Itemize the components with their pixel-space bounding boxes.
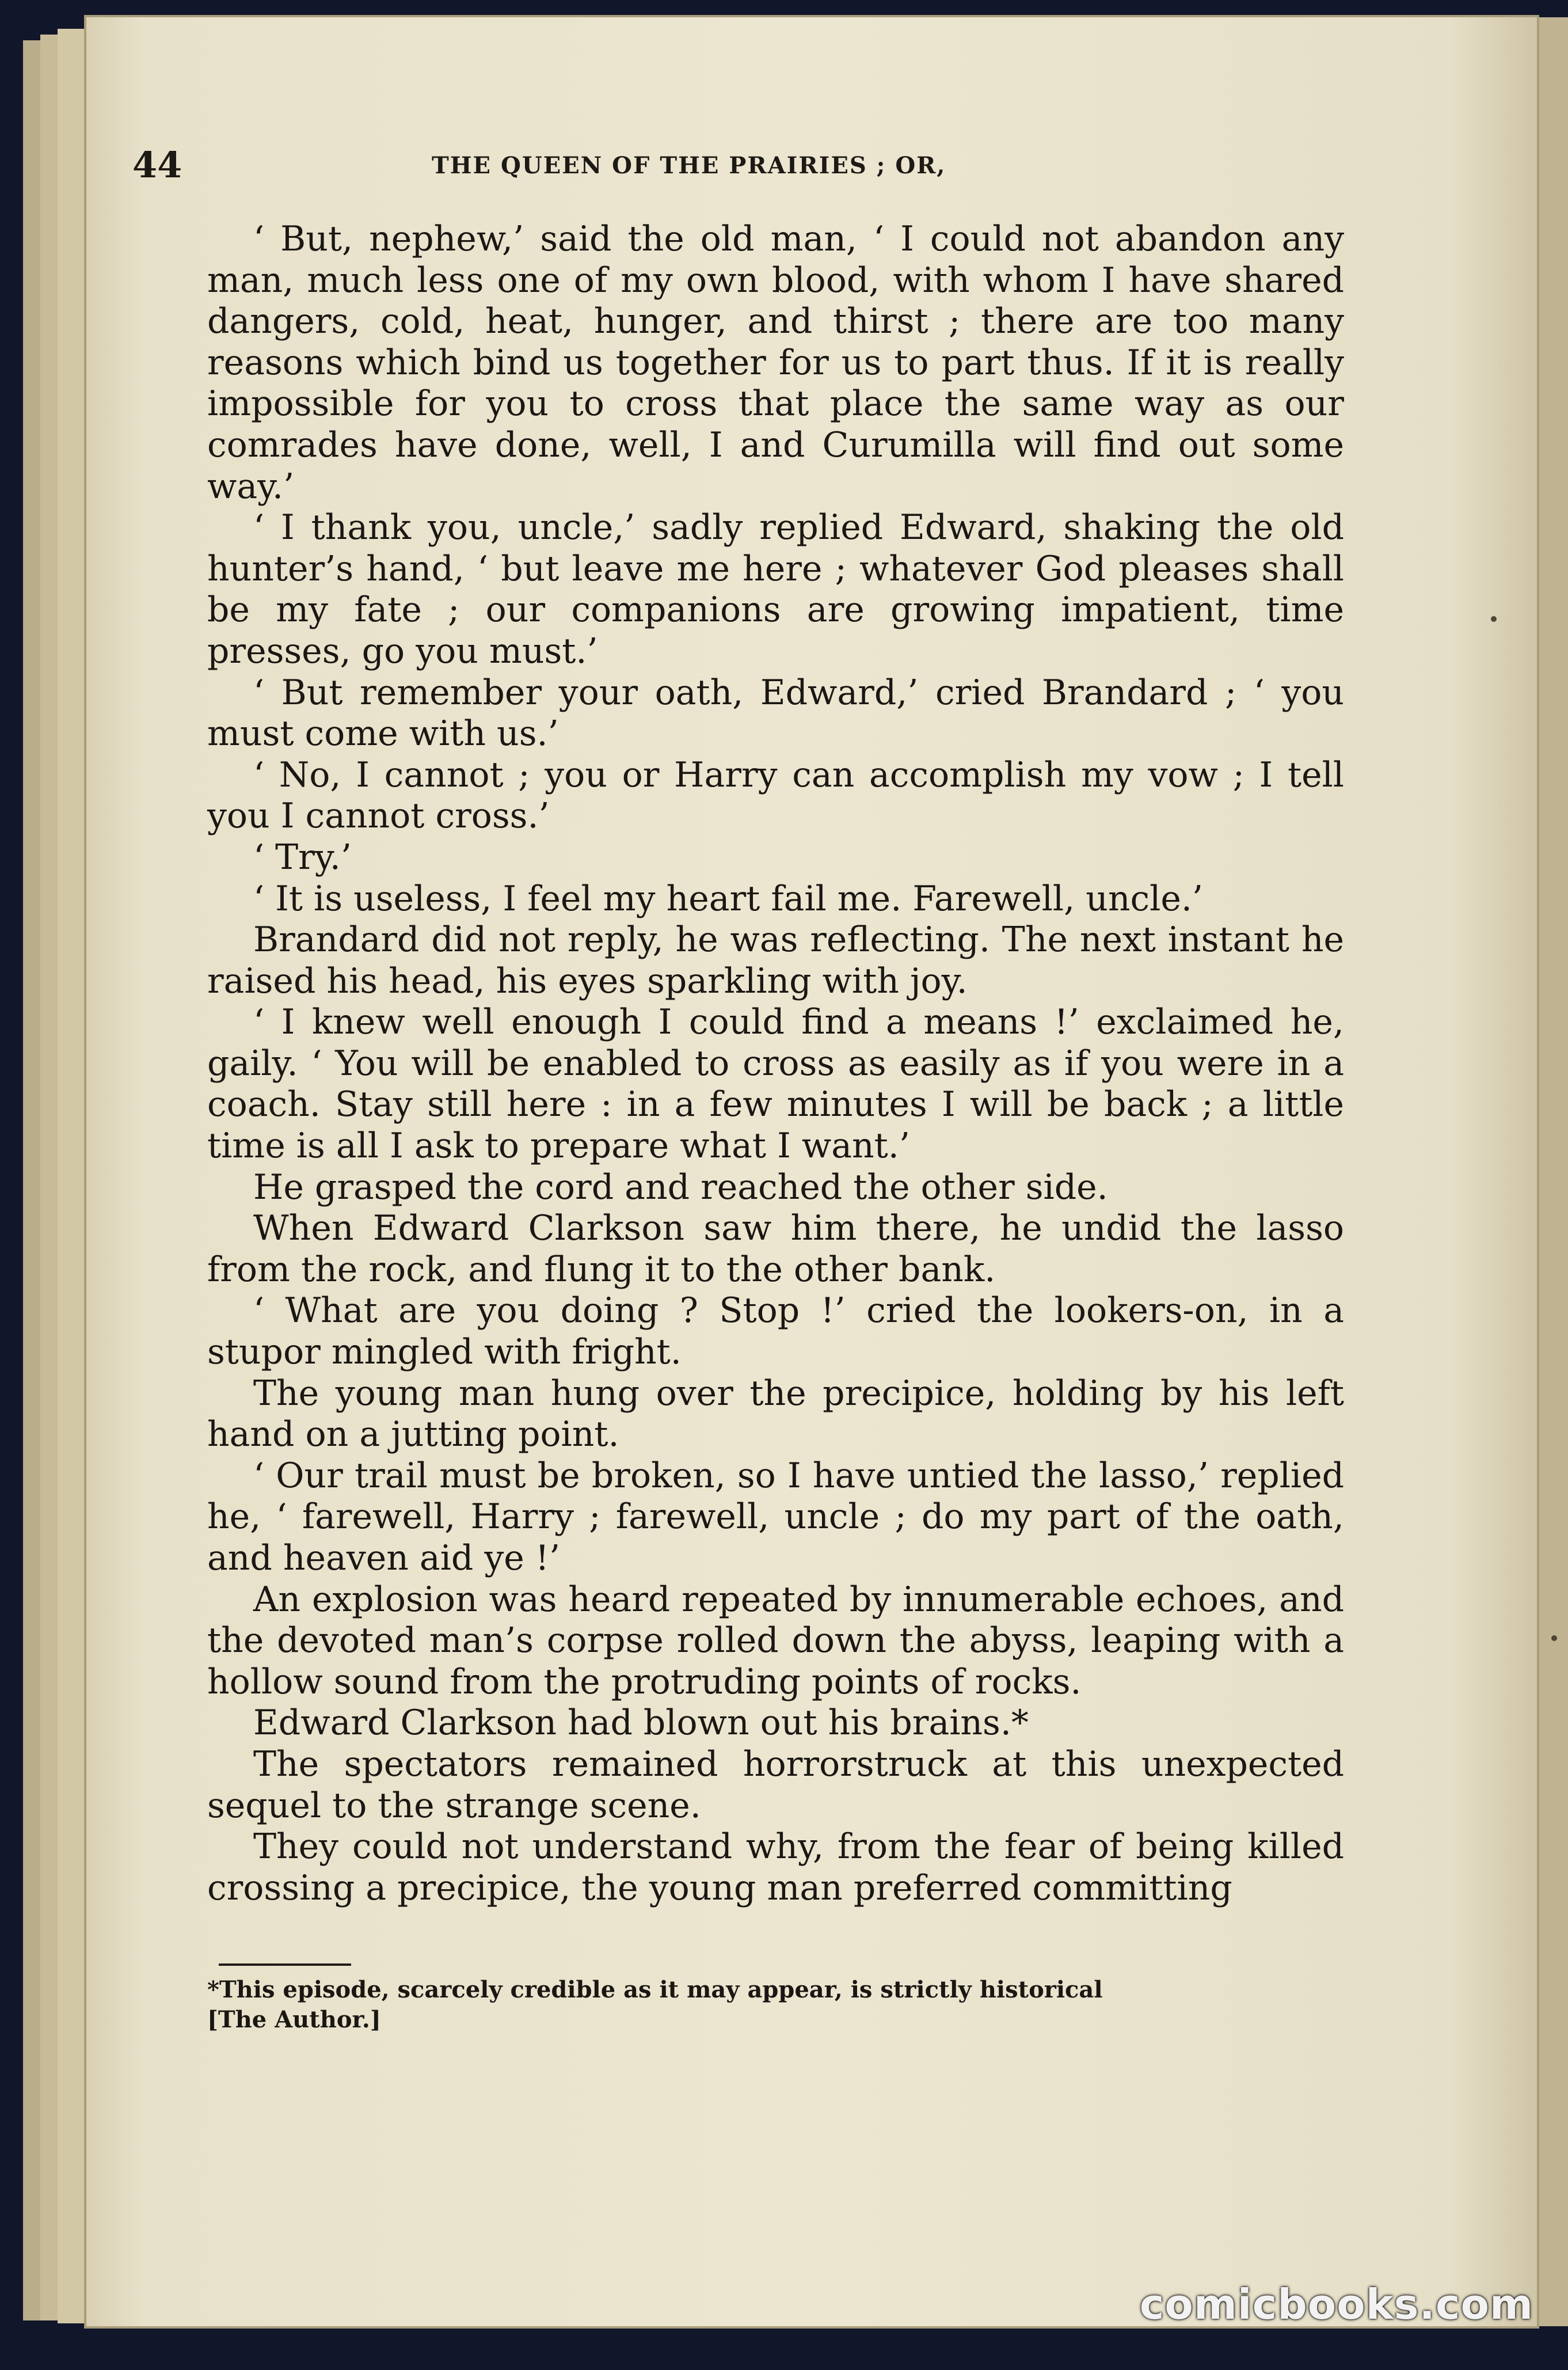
watermark: comicbooks.com [1139, 2280, 1533, 2329]
paragraph: ‘ I knew well enough I could find a means !’ exclaimed he, gaily. ‘ You will be enabled to cross as easily as if you were in a coach. Stay still here : in a few minutes I will be back ; a little time is all I ask to prepare what I want.’ [207, 1002, 1344, 1167]
paragraph: ‘ But, nephew,’ said the old man, ‘ I could not abandon any man, much less one of my own blood, with whom I have shared dangers, cold, heat, hunger, and thirst ; there are too many reasons which bind us together for us to part thus. If it is really impossible for you to cross that place the same way as our comrades have done, well, I and Curumilla will find out some way.’ [207, 219, 1344, 507]
page-number: 44 [132, 144, 182, 186]
paragraph: When Edward Clarkson saw him there, he undid the lasso from the rock, and flung it to the other bank. [207, 1208, 1344, 1290]
running-title: THE QUEEN OF THE PRAIRIES ; OR, [432, 152, 946, 179]
paragraph: ‘ It is useless, I feel my heart fail me. Farewell, uncle.’ [253, 878, 1203, 919]
paragraph: He grasped the cord and reached the other side. [253, 1167, 1108, 1207]
paragraph: An explosion was heard repeated by innumerable echoes, and the devoted man’s corpse rolled down the abyss, leaping with a hollow sound from the protruding points of rocks. [207, 1579, 1344, 1702]
paragraph: ‘ Our trail must be broken, so I have untied the lasso,’ replied he, ‘ farewell, Harry ; farewell, uncle ; do my part of the oath, and heaven aid ye !’ [207, 1455, 1344, 1578]
paragraph: ‘ No, I cannot ; you or Harry can accomplish my vow ; I tell you I cannot cross.’ [207, 754, 1344, 837]
paragraph: ‘ Try.’ [253, 837, 352, 878]
footnote-line: *This episode, scarcely credible as it may appear, is strictly historical [207, 1976, 1103, 2003]
page-header [132, 144, 1347, 190]
facing-page-edge [1537, 17, 1568, 2326]
paragraph: Brandard did not reply, he was reflecting. The next instant he raised his head, his eyes sparkling with joy. [207, 920, 1344, 1001]
footnote [207, 1975, 1344, 2035]
paragraph: ‘ I thank you, uncle,’ sadly replied Edward, shaking the old hunter’s hand, ‘ but leave me here ; whatever God pleases shall be my fate ; our companions are growing impatient, time presses, go you must.’ [207, 507, 1344, 671]
paragraph: The young man hung over the precipice, holding by his left hand on a jutting point. [207, 1373, 1344, 1455]
body-text [207, 219, 1344, 1909]
paragraph: They could not understand why, from the fear of being killed crossing a precipice, the young man preferred committing [207, 1826, 1344, 1908]
paragraph: Edward Clarkson had blown out his brains.* [253, 1703, 1029, 1744]
footnote-line: [The Author.] [207, 2006, 381, 2033]
paper-speck [1491, 616, 1497, 622]
paragraph: The spectators remained horrorstruck at this unexpected sequel to the strange scene. [207, 1744, 1344, 1826]
paragraph: ‘ What are you doing ? Stop !’ cried the lookers-on, in a stupor mingled with fright. [207, 1290, 1344, 1373]
footnote-rule [219, 1963, 351, 1966]
paragraph: ‘ But remember your oath, Edward,’ cried Brandard ; ‘ you must come with us.’ [207, 672, 1344, 754]
paper-speck [1551, 1635, 1557, 1641]
